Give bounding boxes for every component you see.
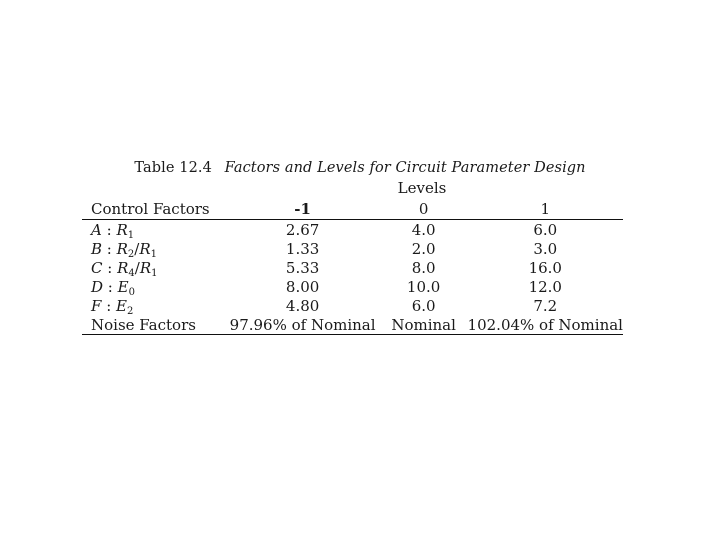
level-zero-cell: 8.0 [411, 258, 436, 277]
level-pos-cell: 6.0 [533, 220, 558, 239]
level-zero-cell: 2.0 [411, 239, 436, 258]
table-row [82, 296, 623, 315]
control-factors-header: Control Factors [91, 199, 210, 218]
level-neg-cell: 97.96% of Nominal [229, 315, 376, 334]
table-row [82, 258, 623, 277]
noise-factors-label: Noise Factors [91, 315, 196, 334]
level-zero-cell: Nominal [391, 315, 456, 334]
table-row [82, 220, 623, 240]
level-neg-cell: 8.00 [285, 277, 320, 296]
levels-spanning-header [82, 178, 623, 198]
level-pos-cell: 7.2 [533, 296, 558, 315]
table-row [82, 239, 623, 258]
level-neg-cell: 1.33 [285, 239, 320, 258]
level-zero-cell: 4.0 [411, 220, 436, 239]
level-pos-cell: 3.0 [533, 239, 558, 258]
level-pos-cell: 16.0 [528, 258, 562, 277]
level-zero-cell: 6.0 [411, 296, 436, 315]
factor-cell: A : $R_1$ [91, 220, 135, 241]
factor-cell: F : $E_2$ [91, 296, 134, 317]
level-neg-cell: 5.33 [285, 258, 320, 277]
levels-label: Levels [397, 179, 447, 197]
factor-cell: D : $E_0$ [91, 277, 135, 298]
factor-cell: B : $R_2/R_1$ [91, 239, 158, 260]
table-caption [0, 160, 720, 176]
table-row [82, 277, 623, 296]
level-zero-cell: 10.0 [406, 277, 441, 296]
level-pos-header: 1 [540, 199, 551, 218]
factors-table-block [82, 178, 623, 335]
level-zero-header: 0 [418, 199, 429, 218]
level-pos-cell: 102.04% of Nominal [467, 315, 623, 334]
factors-levels-table [82, 198, 623, 335]
level-neg-cell: 2.67 [285, 220, 320, 239]
level-pos-cell: 12.0 [528, 277, 562, 296]
noise-factors-row [82, 315, 623, 335]
factor-cell: C : $R_4/R_1$ [91, 258, 158, 279]
level-neg-header: -1 [294, 199, 311, 218]
table-header-row [82, 198, 623, 220]
table-title: Factors and Levels for Circuit Parameter Design [224, 160, 586, 176]
level-neg-cell: 4.80 [285, 296, 320, 315]
table-number: Table 12.4 [134, 160, 212, 176]
